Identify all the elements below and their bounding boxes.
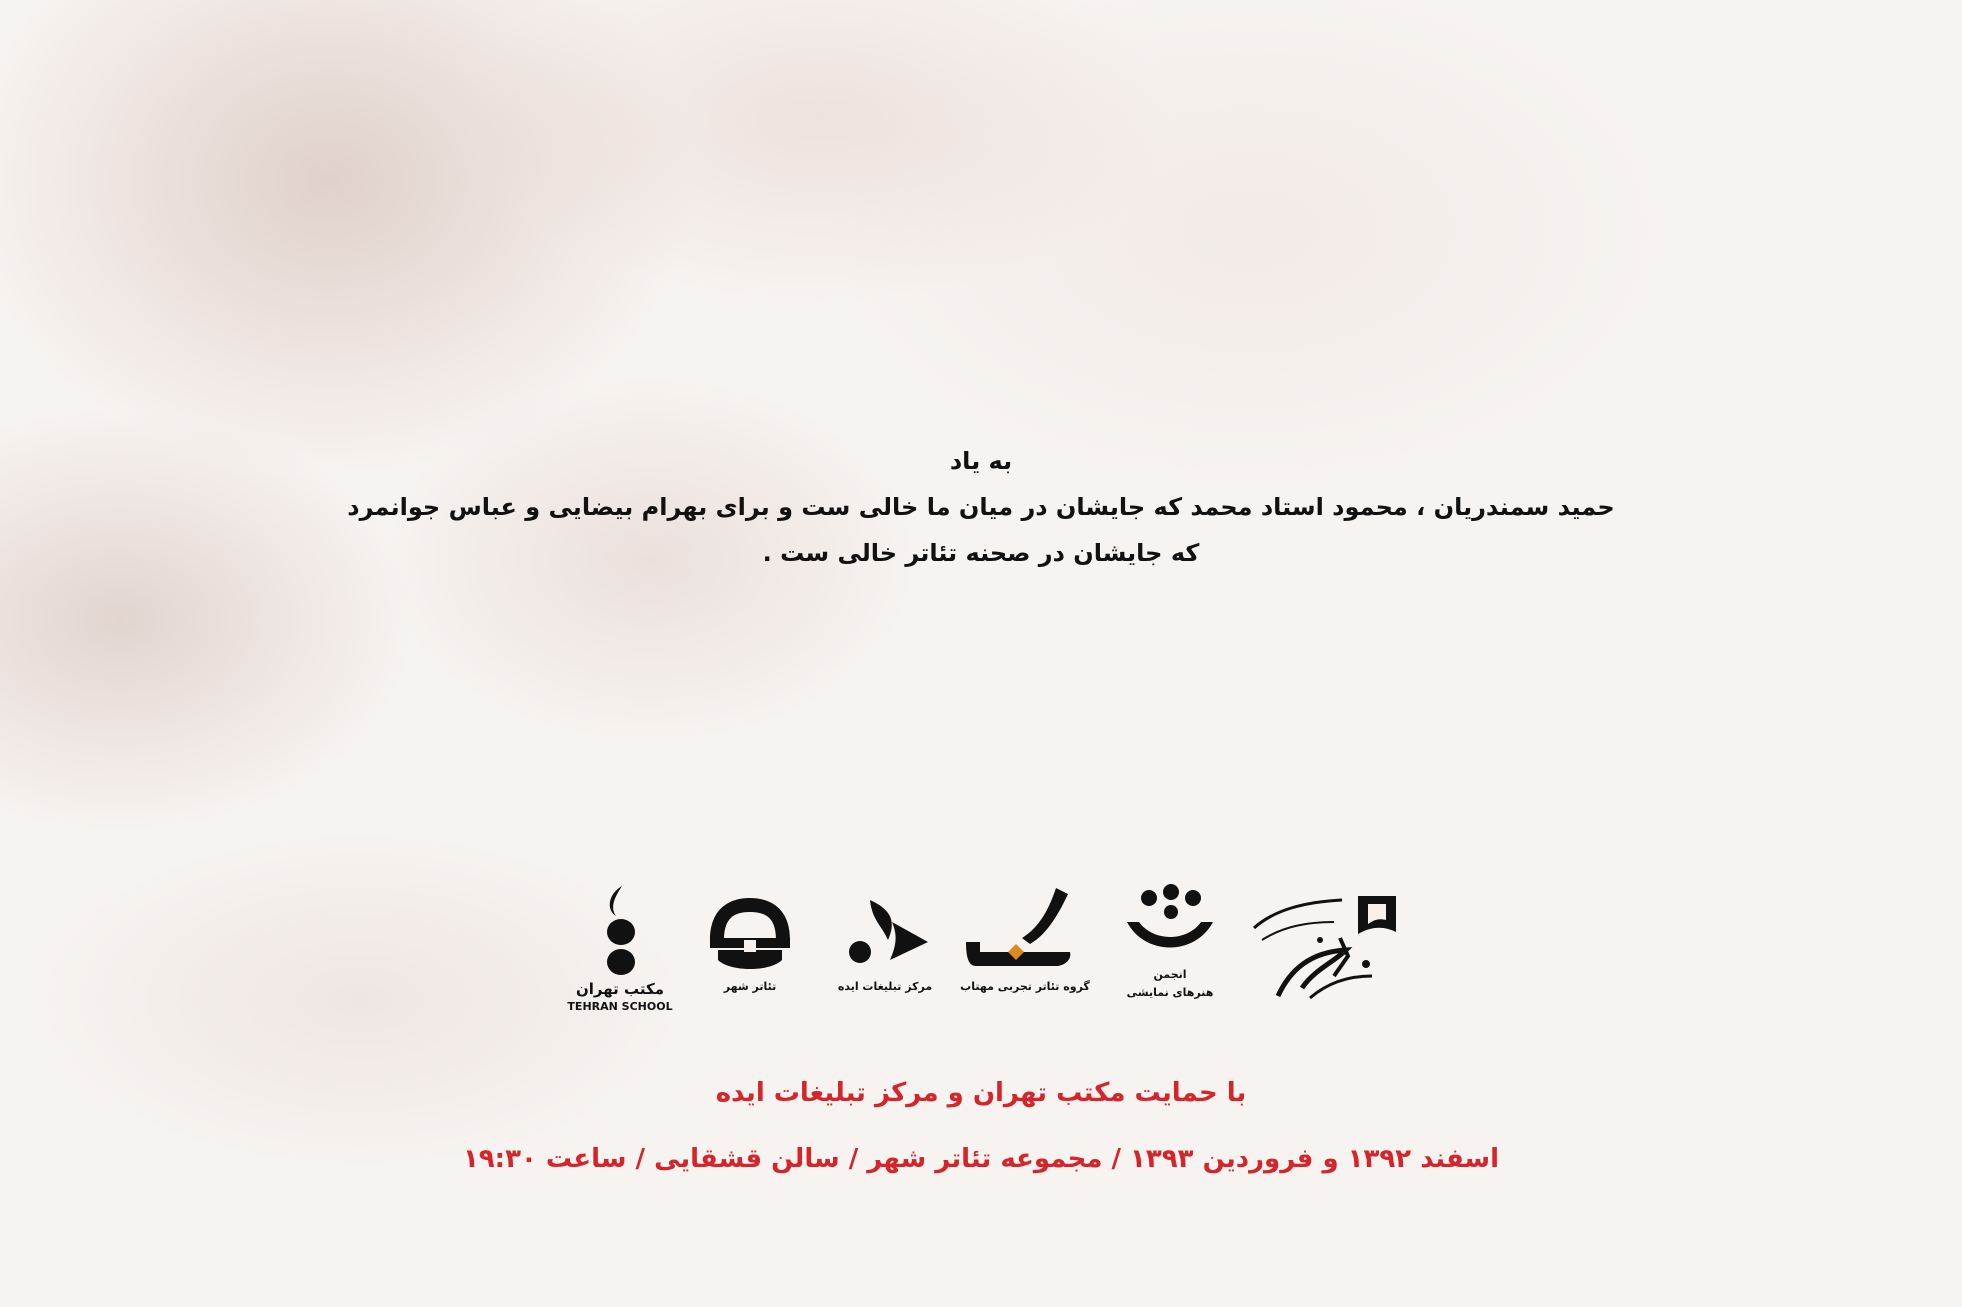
support-line: با حمایت مکتب تهران و مرکز تبلیغات ایده [715, 1078, 1247, 1108]
idea-center-logo [830, 880, 940, 1020]
mahtab-label: گروه تئاتر تجربی مهتاب [960, 980, 1090, 993]
sponsor-logos [560, 880, 1410, 1030]
tehran-school-logo [560, 880, 680, 1020]
performing-arts-logo [1115, 880, 1225, 1020]
ministry-center-icon [1250, 880, 1410, 1010]
city-theater-logo [700, 880, 800, 1020]
event-dates-line: اسفند ۱۳۹۲ و فروردین ۱۳۹۳ / مجموعه تئاتر شهر / سالن قشقایی / ساعت ۱۹:۳۰ [462, 1144, 1500, 1174]
dedication-text [0, 438, 1962, 576]
idea-center-label: مرکز تبلیغات ایده [837, 980, 933, 993]
dedication-line-3: که جایشان در صحنه تئاتر خالی ست . [762, 539, 1200, 567]
performing-arts-label-1: انجمن [1153, 968, 1187, 981]
ministry-center-logo [1250, 880, 1410, 1020]
performing-arts-label-2: هنرهای نمایشی [1126, 986, 1214, 999]
city-theater-icon [700, 880, 800, 980]
tehran-school-icon [560, 880, 680, 980]
dedication-line-1: به یاد [949, 447, 1013, 475]
tehran-school-en: TEHRAN SCHOOL [567, 1000, 673, 1013]
city-theater-label: تئاتر شهر [723, 980, 777, 993]
performing-arts-icon [1115, 880, 1225, 966]
tehran-school-fa: مکتب تهران [575, 980, 665, 998]
idea-center-icon [830, 880, 940, 980]
mahtab-logo [960, 880, 1090, 1020]
mahtab-icon [960, 880, 1090, 980]
dedication-line-2: حمید سمندریان ، محمود استاد محمد که جایشان در میان ما خالی ست و برای بهرام بیضایی و عباس جوانمرد [347, 493, 1615, 521]
